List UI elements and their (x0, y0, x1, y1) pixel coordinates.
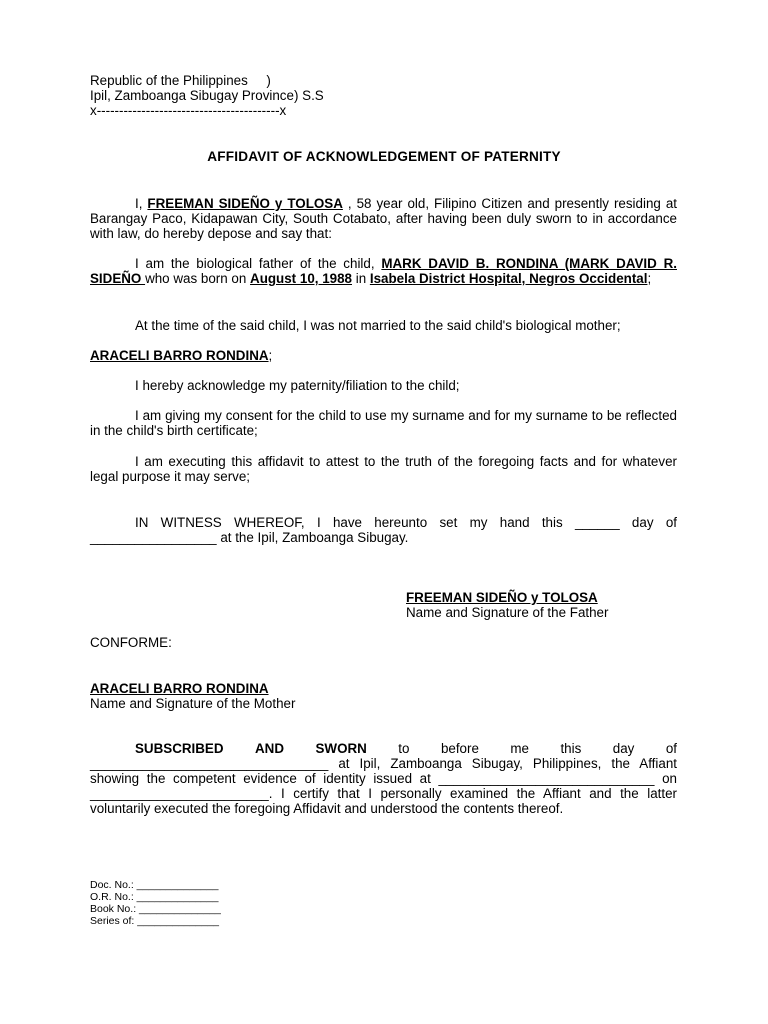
child-name: MARK DAVID B. RONDINA (MARK DAVID R. SIDEÑO (90, 256, 677, 286)
paragraph-consent: I am giving my consent for the child to use my surname and for my surname to be reflected in the child's birth certificate; (90, 408, 677, 438)
jurat-word-and: AND (255, 741, 285, 756)
jurat-word-day: day (612, 741, 635, 756)
jurat-word-this: this (560, 741, 582, 756)
paragraph-marital-status (90, 318, 677, 333)
marital-statement: At the time of the said child, I was not married to the said child's biological mother; (135, 318, 621, 333)
mother-name-line (90, 348, 677, 363)
venue-header (90, 73, 677, 118)
father-statement: I am the biological father of the child, (135, 256, 382, 271)
father-signature-caption: Name and Signature of the Father (406, 605, 609, 620)
jurat-block (90, 741, 677, 816)
venue-line-province: Ipil, Zamboanga Sibugay Province) S.S (90, 88, 324, 103)
mother-name: ARACELI BARRO RONDINA (90, 348, 269, 363)
birth-connector: who was born on (145, 271, 251, 286)
paragraph-witness: IN WITNESS WHEREOF, I have hereunto set my hand this ______ day of _________________ at the Ipil, Zamboanga Sibugay. (90, 515, 677, 545)
document-title: AFFIDAVIT OF ACKNOWLEDGEMENT OF PATERNITY (207, 149, 561, 164)
jurat-word-of: of (665, 741, 677, 756)
father-signature-name: FREEMAN SIDEÑO y TOLOSA (406, 590, 598, 605)
jurat-word-subscribed: SUBSCRIBED (135, 741, 224, 756)
jurat-word-sworn: SWORN (315, 741, 367, 756)
conforme-label: CONFORME: (90, 635, 172, 650)
affiant-intro: I, (135, 196, 148, 211)
book-number: Book No.: ______________ (90, 903, 221, 915)
paragraph-end: ; (647, 271, 652, 286)
birth-place: Isabela District Hospital, Negros Occidental (369, 271, 648, 286)
jurat-word-to: to (398, 741, 410, 756)
notarial-register (90, 879, 677, 927)
mother-signature-name: ARACELI BARRO RONDINA (90, 681, 269, 696)
jurat-first-line (90, 741, 677, 756)
venue-separator: x-----------------------------------------x (90, 103, 287, 118)
mother-signature-block (90, 681, 677, 711)
venue-line-republic: Republic of the Philippines ) (90, 73, 271, 88)
paragraph-affiant (90, 196, 677, 241)
paragraph-acknowledgement: I hereby acknowledge my paternity/filiation to the child; (135, 378, 460, 393)
jurat-word-before: before (440, 741, 479, 756)
mother-signature-caption: Name and Signature of the Mother (90, 696, 296, 711)
affiant-name: FREEMAN SIDEÑO y TOLOSA (147, 196, 343, 211)
series-of: Series of: ______________ (90, 915, 220, 927)
birth-date: August 10, 1988 (250, 271, 352, 286)
affiant-details: , 58 year old, Filipino Citizen and presently residing at Barangay Paco, Kidapawan City, South Cotabato, after having been duly sworn to in accordance with law, do hereby depose and say that: (90, 196, 677, 241)
jurat-word-me: me (510, 741, 529, 756)
doc-number: Doc. No.: ______________ (90, 879, 219, 891)
place-connector: in (352, 271, 370, 286)
mother-name-end: ; (268, 348, 273, 363)
jurat-body: ________________________________ at Ipil, Zamboanga Sibugay, Philippines, the Affiant showing the competent evidence of identity issued at _____________________________ on ________________________. I certify that I personally examined the Affiant and the latter voluntarily executed the foregoing Affidavit and understood the contents thereof. (90, 756, 677, 816)
or-number: O.R. No.: ______________ (90, 891, 219, 903)
father-signature-block (406, 590, 706, 620)
paragraph-biological-father (90, 256, 677, 286)
paragraph-purpose: I am executing this affidavit to attest to the truth of the foregoing facts and for whatever legal purpose it may serve; (90, 454, 677, 484)
